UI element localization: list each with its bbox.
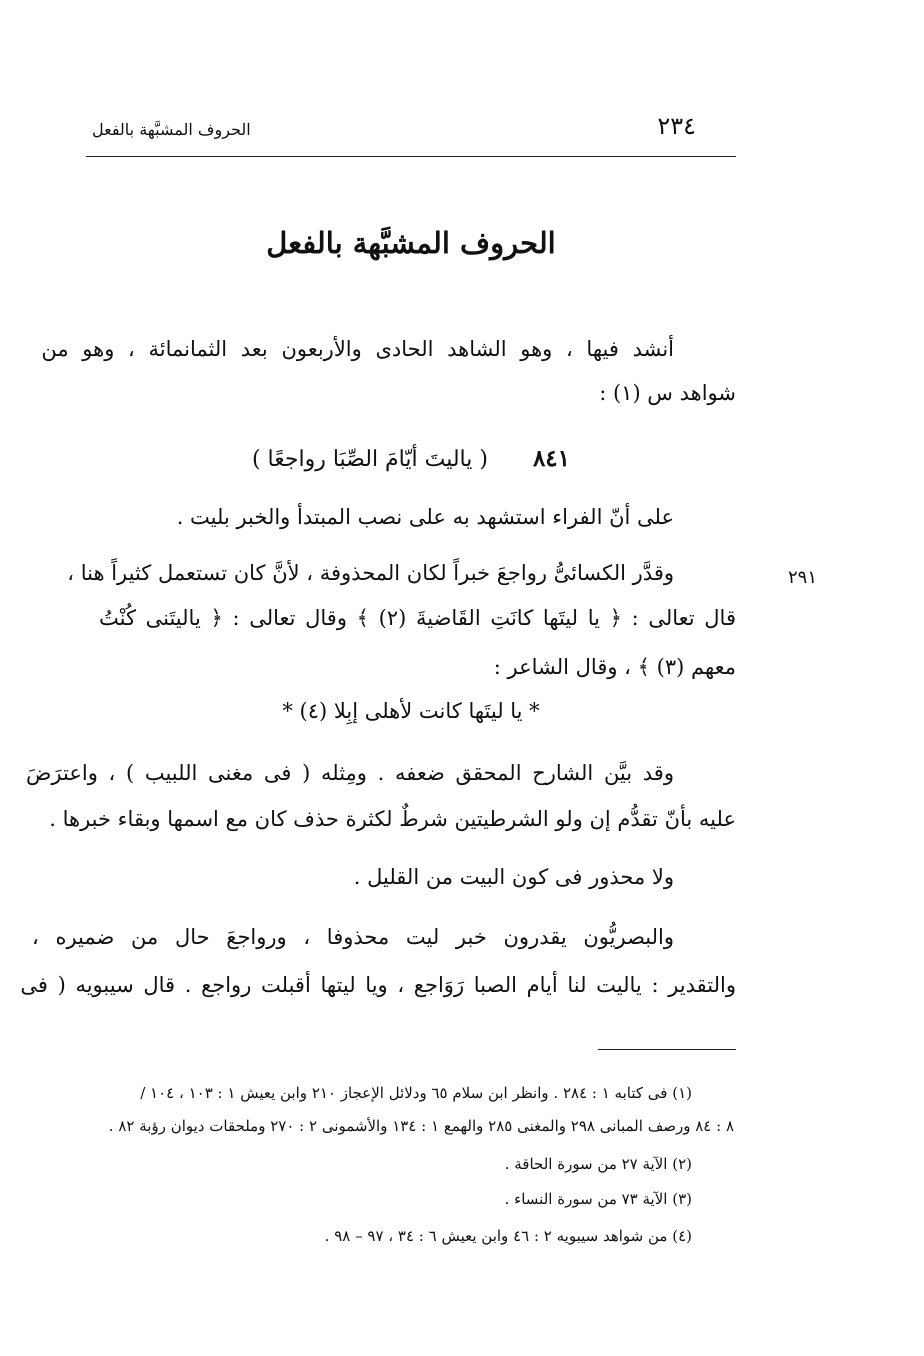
quoted-verse: * يا ليتَها كانت لأهلى إبِلا (٤) * bbox=[282, 699, 540, 723]
paragraph-5-line-1: والبصريُّون يقدرون خبر ليت محذوفا ، ورواجعَ حال من ضميره ، bbox=[32, 925, 674, 949]
paragraph-2-line-3: معهم (٣) ﴾ ، وقال الشاعر : bbox=[493, 655, 736, 679]
paragraph-3-line-2: عليه بأنّ تقدُّم إن ولو الشرطيتين شرطٌ لكثرة حذف كان مع اسمها وبقاء خبرها . bbox=[49, 807, 736, 831]
paragraph-5-line-2: والتقدير : ياليت لنا أيام الصبا رَوَاجع ، ويا ليتها أقبلت رواجع . قال سيبويه ( فى bbox=[20, 973, 736, 997]
footnote-1-line-2: ٨ : ٨٤ ورصف المبانى ٢٩٨ والمغنى ٢٨٥ والهمع ١ : ١٣٤ والأشمونى ٢ : ٢٧٠ وملحقات ديوان رؤبة ٨٢ . bbox=[108, 1117, 734, 1135]
paragraph-3-line-1: وقد بيَّن الشارح المحقق ضعفه . ومِثله ( فى مغنى اللبيب ) ، واعترَضَ bbox=[26, 761, 674, 785]
verse-heading bbox=[86, 445, 736, 472]
footnote-2: (٢) الآية ٢٧ من سورة الحاقة . bbox=[504, 1155, 692, 1173]
margin-reference-number: ٢٩١ bbox=[788, 567, 818, 588]
chapter-title: الحروف المشبَّهة بالفعل bbox=[266, 226, 556, 260]
footnote-rule bbox=[598, 1049, 736, 1050]
footnote-3: (٣) الآية ٧٣ من سورة النساء . bbox=[504, 1190, 692, 1208]
intro-line-1: أنشد فيها ، وهو الشاهد الحادى والأربعون بعد الثمانمائة ، وهو من bbox=[41, 337, 674, 361]
paragraph-4: ولا محذور فى كون البيت من القليل . bbox=[353, 865, 674, 889]
paragraph-2-line-1: وقدَّر الكسائىُّ رواجعَ خبراً لكان المحذوفة ، لأنَّ كان تستعمل كثيراً هنا ، bbox=[67, 561, 674, 585]
running-header bbox=[86, 112, 736, 152]
footnote-4: (٤) من شواهد سيبويه ٢ : ٤٦ وابن يعيش ٦ : ٣٤ ، ٩٧ – ٩٨ . bbox=[324, 1227, 692, 1245]
paragraph-1: على أنّ الفراء استشهد به على نصب المبتدأ والخبر بليت . bbox=[176, 505, 674, 529]
page-number: ٢٣٤ bbox=[657, 112, 696, 140]
running-section-title: الحروف المشبَّهة بالفعل bbox=[92, 120, 251, 139]
intro-line-2: شواهد س (١) : bbox=[599, 381, 736, 405]
paragraph-2-line-2: قال تعالى : ﴿ يا ليتَها كانَتِ القَاضيةَ (٢) ﴾ وقال تعالى : ﴿ ياليتَنى كُنْتُ bbox=[99, 606, 736, 630]
verse-number: ٨٤١ bbox=[532, 445, 571, 472]
verse-text: ( ياليتَ أيّامَ الصِّبَا رواجعًا ) bbox=[251, 447, 488, 472]
header-rule bbox=[86, 156, 736, 157]
footnote-1-line-1: (١) فى كتابه ١ : ٢٨٤ . وانظر ابن سلام ٦٥ ودلائل الإعجاز ٢١٠ وابن يعيش ١ : ١٠٣ ، ١٠٤ / bbox=[140, 1084, 692, 1102]
